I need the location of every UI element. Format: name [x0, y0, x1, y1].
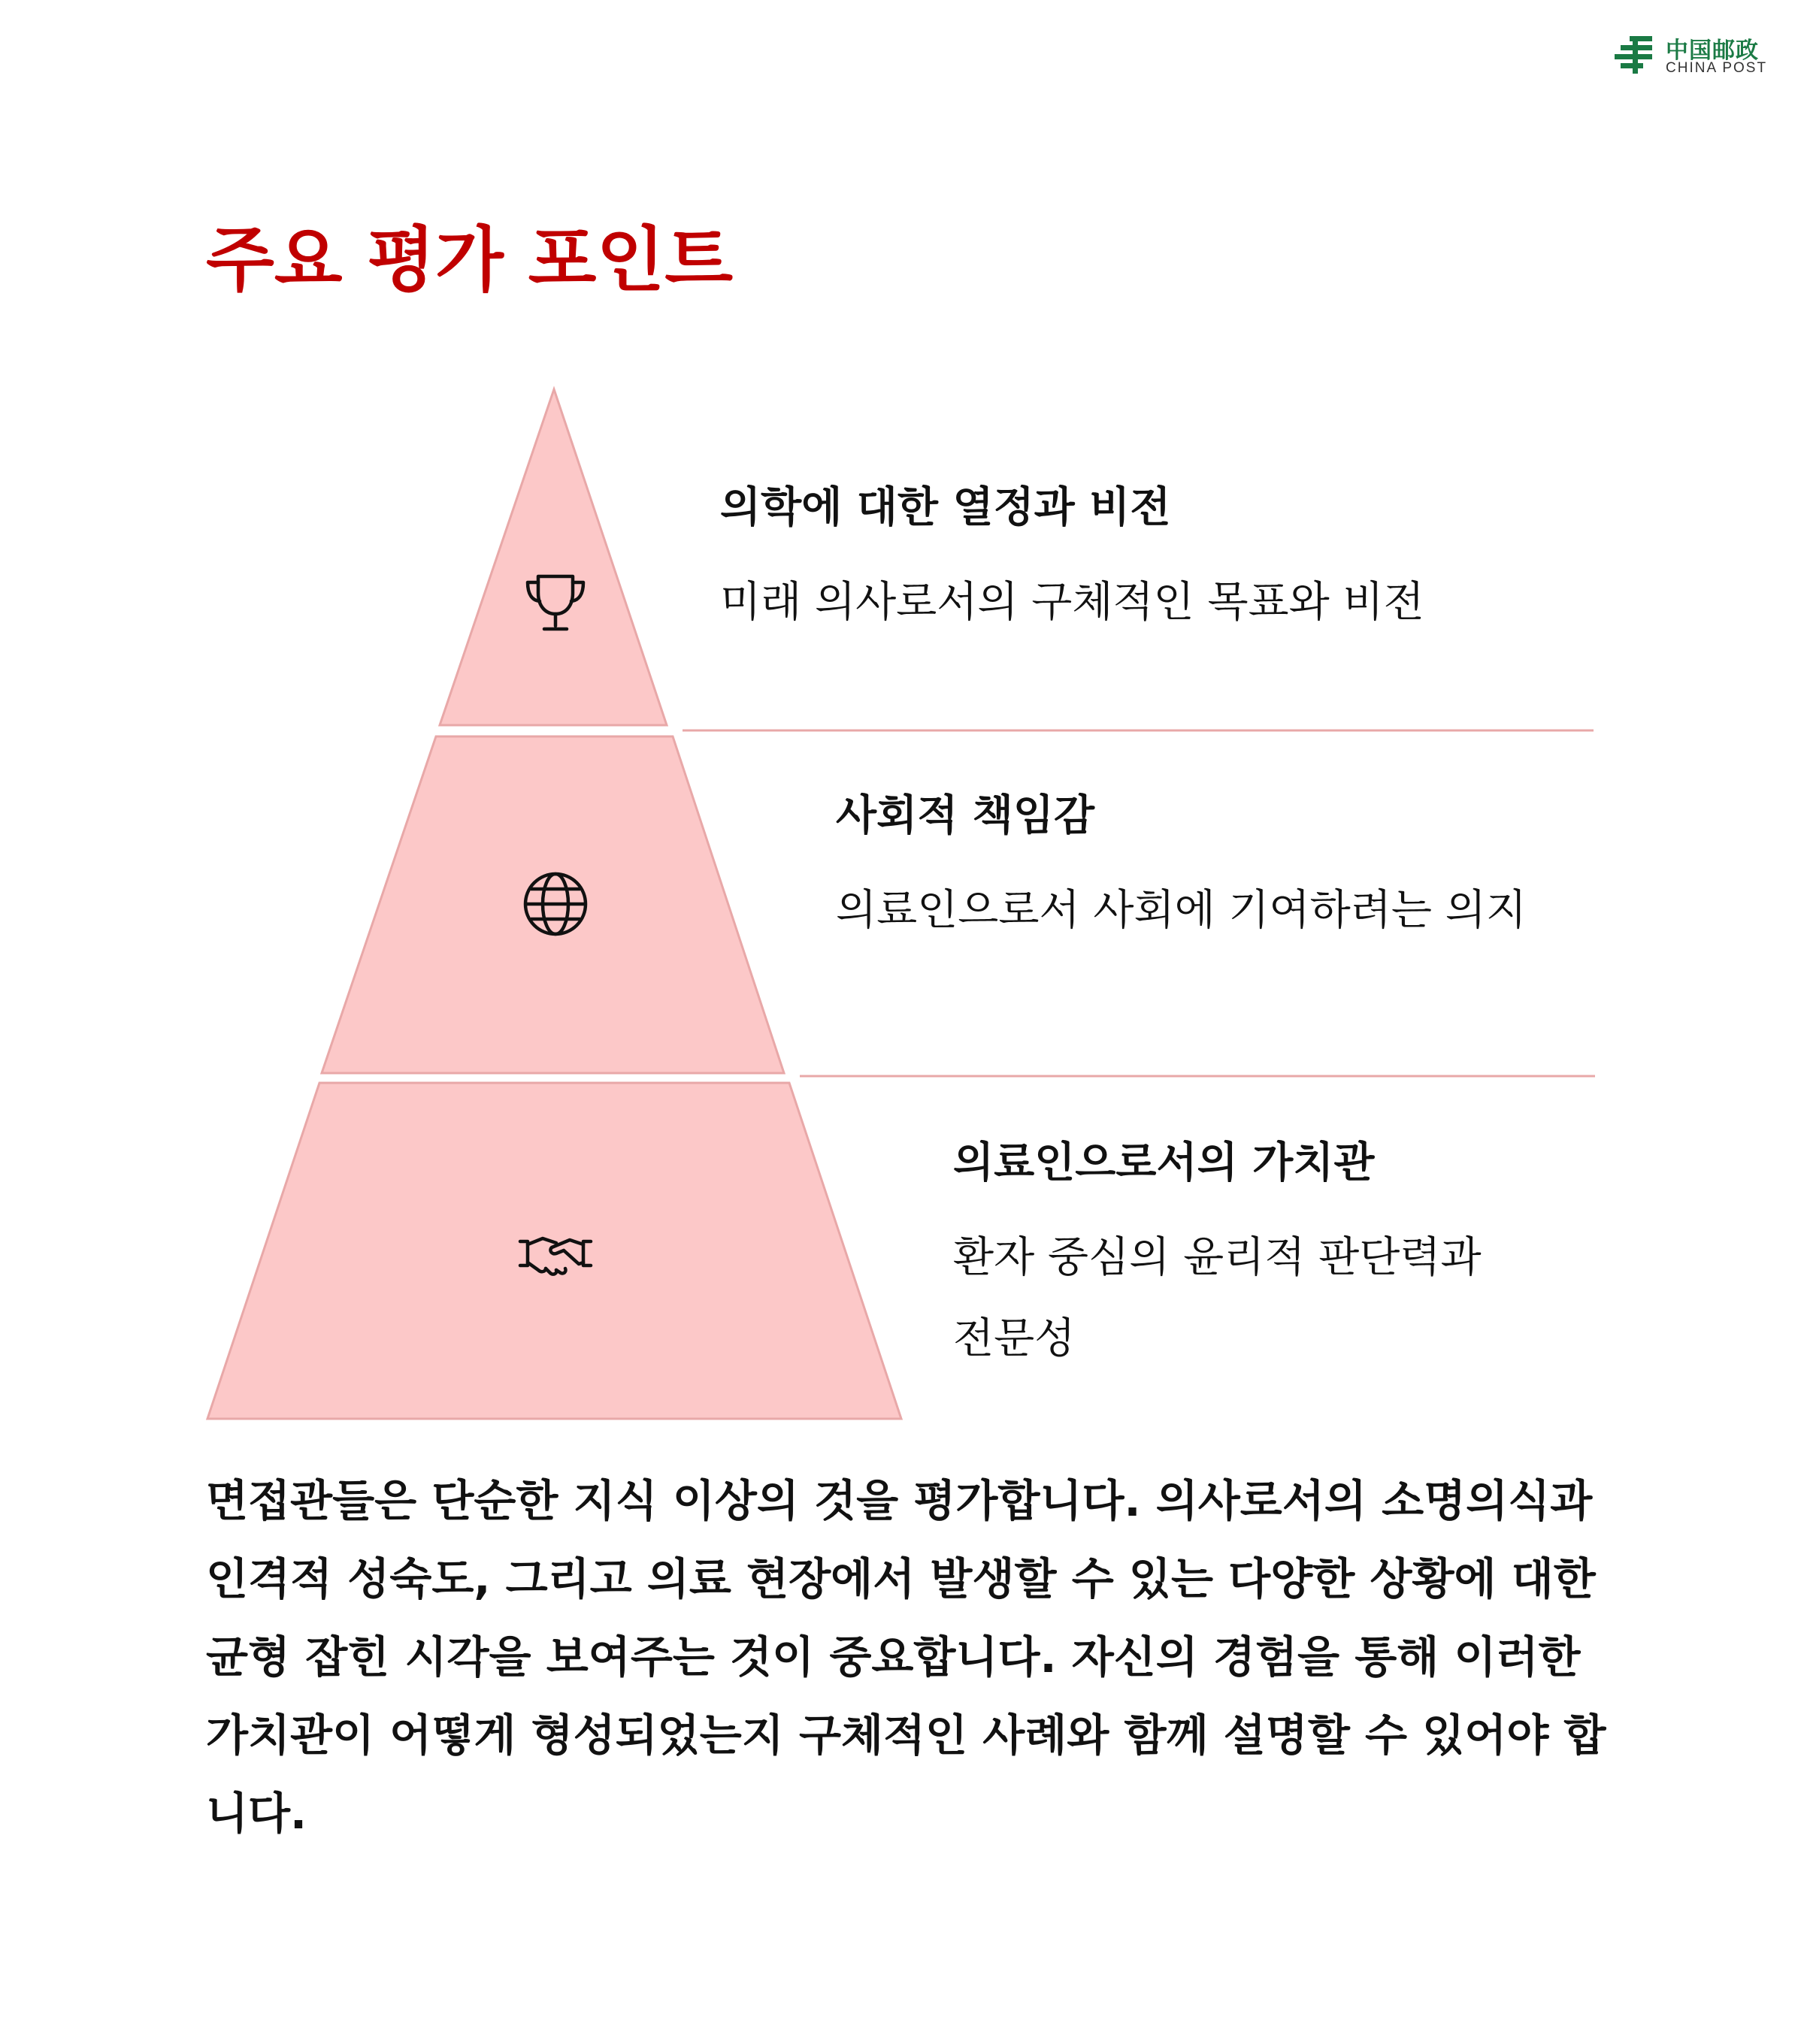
globe-icon	[514, 863, 597, 945]
tier-2-desc: 의료인으로서 사회에 기여하려는 의지	[836, 886, 1527, 935]
handshake-icon	[514, 1213, 597, 1296]
pyramid-tier-top	[440, 389, 667, 725]
logo-english-text: CHINA POST	[1666, 60, 1768, 76]
tier-2-title: 사회적 책임감	[836, 791, 1095, 840]
summary-paragraph: 면접관들은 단순한 지식 이상의 것을 평가합니다. 의사로서의 소명의식과 인격적 성숙도, 그리고 의료 현장에서 발생할 수 있는 다양한 상황에 대한 균형 잡힌 시각을 보여주는 것이 중요합니다. 자신의 경험을 통해 이러한 가치관이 어떻게 형성되었는지 구체적인 사례와 함께 설명할 수 있어야 합니다.	[206, 1475, 1606, 1839]
tier-3-title: 의료인으로서의 가치관	[953, 1138, 1375, 1187]
page-title: 주요 평가 포인트	[206, 219, 734, 301]
trophy-icon	[514, 560, 597, 643]
tier-1-desc: 미래 의사로서의 구체적인 목표와 비전	[720, 578, 1424, 627]
tier-3-desc: 환자 중심의 윤리적 판단력과 전문성	[953, 1233, 1482, 1363]
tier-1-title: 의학에 대한 열정과 비전	[720, 483, 1171, 532]
logo-chinese-text: 中国邮政	[1666, 38, 1759, 64]
